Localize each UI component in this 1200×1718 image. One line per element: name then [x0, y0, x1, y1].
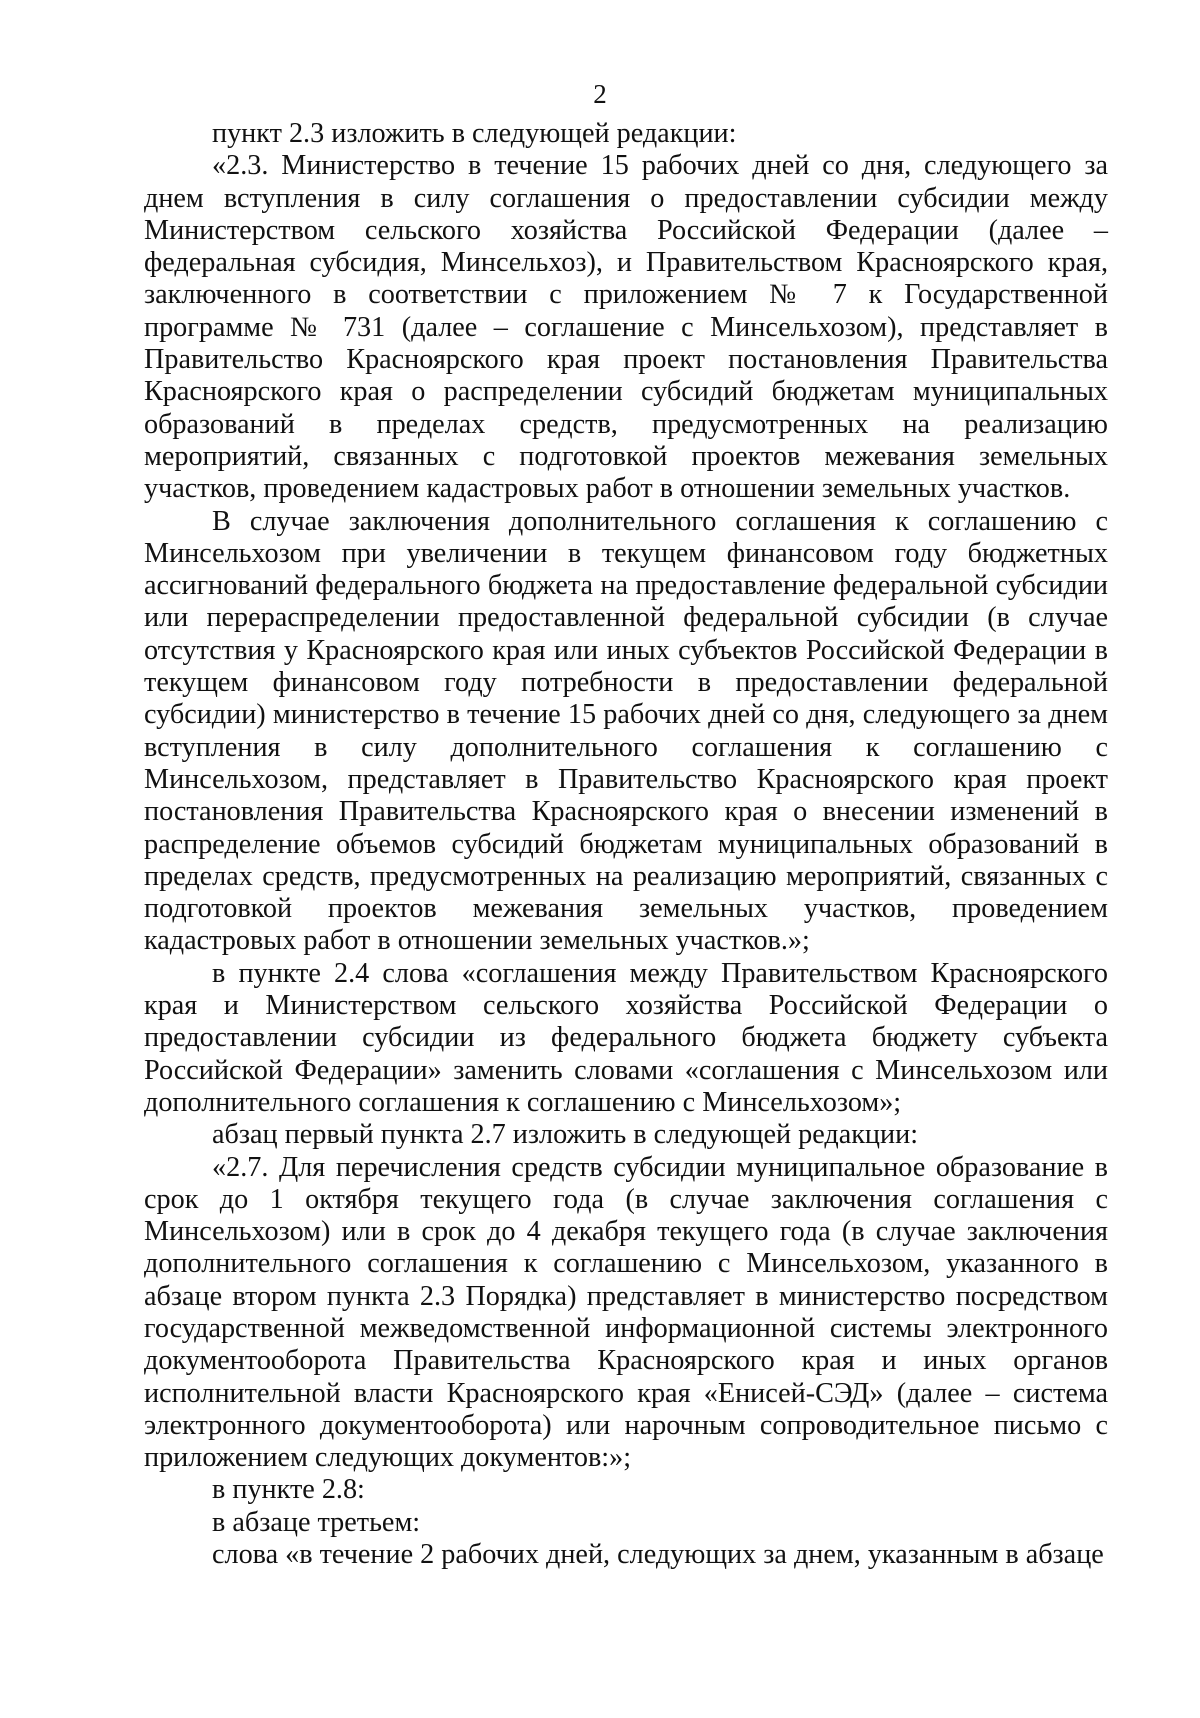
document-body — [144, 118, 1108, 1571]
paragraph-7: в пункте 2.8: — [212, 1474, 365, 1506]
paragraph-5: абзац первый пункта 2.7 изложить в следующей редакции: — [212, 1119, 919, 1151]
paragraph-4: в пункте 2.4 слова «соглашения между Правительством Красноярского края и Министерством сельского хозяйства Российской Федерации о предоставлении субсидии из федерального бюджета бюджету субъекта Российской Федерации» заменить словами «соглашения с Минсельхозом или дополнительного соглашения к соглашению с Минсельхозом»; — [144, 957, 1108, 1118]
paragraph-2: «2.3. Министерство в течение 15 рабочих дней со дня, следующего за днем вступления в силу соглашения о предоставлении субсидии между Министерством сельского хозяйства Российской Федерации (далее – федеральная субсидия, Минсельхоз), и Правительством Красноярского края, заключенного в соответствии с приложением № 7 к Государственной программе № 731 (далее – соглашение с Минсельхозом), представляет в Правительство Красноярского края проект постановления Правительства Красноярского края о распределении субсидий бюджетам муниципальных образований в пределах средств, предусмотренных на реализацию мероприятий, связанных с подготовкой проектов межевания земельных участков, проведением кадастровых работ в отношении земельных участков. — [144, 150, 1108, 505]
paragraph-1: пункт 2.3 изложить в следующей редакции: — [212, 118, 737, 149]
paragraph-3: В случае заключения дополнительного соглашения к соглашению с Минсельхозом при увеличении в текущем финансовом году бюджетных ассигнований федерального бюджета на предоставление федеральной субсидии или перераспределении предоставленной федеральной субсидии (в случае отсутствия у Красноярского края или иных субъектов Российской Федерации в текущем финансовом году потребности в предоставлении федеральной субсидии) министерство в течение 15 рабочих дней со дня, следующего за днем вступления в силу дополнительного соглашения к соглашению с Минсельхозом, представляет в Правительство Красноярского края проект постановления Правительства Красноярского края о внесении изменений в распределение объемов субсидий бюджетам муниципальных образований в пределах средств, предусмотренных на реализацию мероприятий, связанных с подготовкой проектов межевания земельных участков, проведением кадастровых работ в отношении земельных участков.»; — [144, 505, 1108, 957]
paragraph-9: слова «в течение 2 рабочих дней, следующих за днем, указанным в абзаце — [212, 1539, 1104, 1571]
paragraph-6: «2.7. Для перечисления средств субсидии муниципальное образование в срок до 1 октября текущего года (в случае заключения соглашения с Минсельхозом) или в срок до 4 декабря текущего года (в случае заключения дополнительного соглашения к соглашению с Минсельхозом, указанного в абзаце втором пункта 2.3 Порядка) представляет в министерство посредством государственной межведомственной информационной системы электронного документооборота Правительства Красноярского края и иных органов исполнительной власти Красноярского края «Енисей-СЭД» (далее – система электронного документооборота) или нарочным сопроводительное письмо с приложением следующих документов:»; — [144, 1151, 1108, 1474]
page-number: 2 — [593, 79, 607, 109]
paragraph-8: в абзаце третьем: — [212, 1506, 421, 1538]
